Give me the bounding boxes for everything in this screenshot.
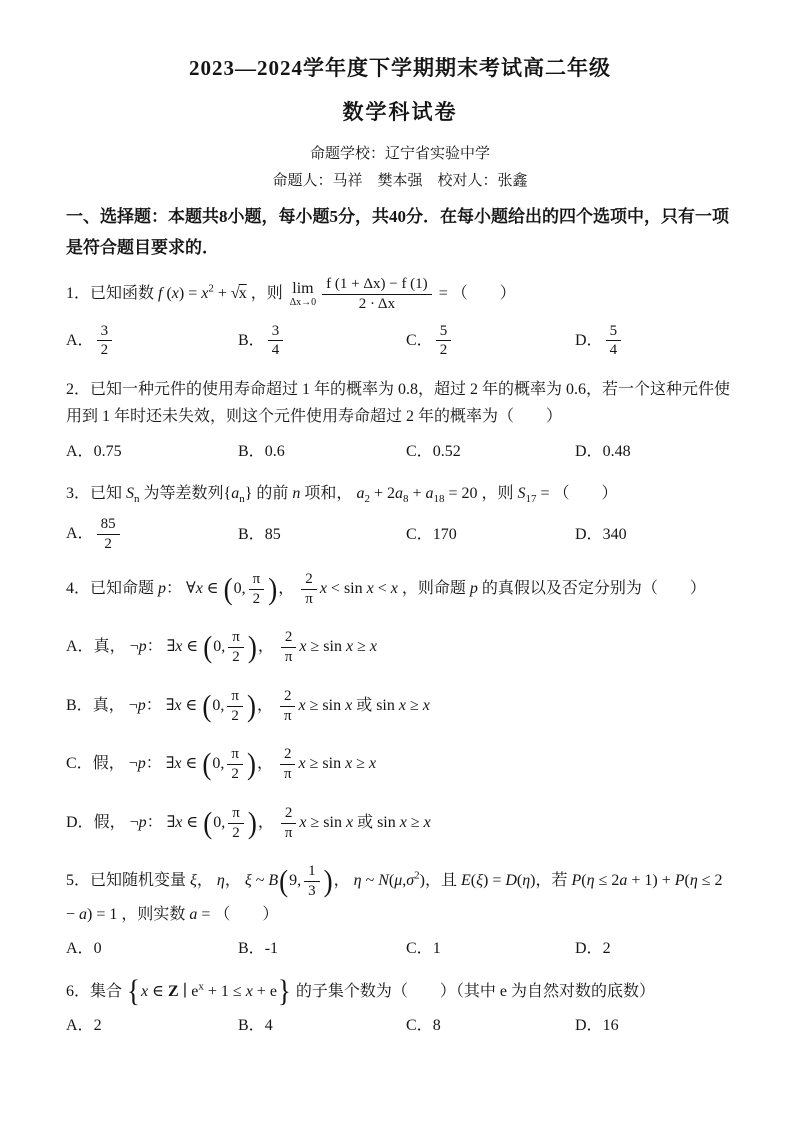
- question-6-option-D: [575, 1009, 734, 1043]
- question-2: [66, 376, 734, 468]
- option-label: A．: [66, 442, 94, 460]
- questions-list: [66, 275, 734, 1043]
- question-1-option-A: [66, 318, 238, 365]
- option-value: 2: [93, 1017, 102, 1035]
- option-label: D．: [66, 813, 94, 831]
- fraction: $\frac{1}{3}$: [304, 862, 320, 901]
- big-delimiter: ): [246, 688, 256, 723]
- question-1: [66, 275, 734, 364]
- question-2-option-A: [66, 435, 238, 469]
- option-label: A．: [66, 1017, 94, 1035]
- exam-setters-line: 命题人：马祥 樊本强 校对人：张鑫: [272, 172, 528, 189]
- question-3-stem: 3．已知 $S_n$ 为等差数列$\{a_n\}$ 的前 n 项和， $a_2 + 2a_8 + a_{18} = 20$ ，则 $S_{17}$ = （ ）: [66, 485, 618, 506]
- option-label: D．: [575, 1017, 603, 1035]
- question-2-option-C: [406, 435, 575, 469]
- option-value: 16: [602, 1017, 619, 1035]
- option-value: [94, 322, 116, 359]
- section-choice-intro: 一、选择题：本题共8小题，每小题5分，共40分．在每小题给出的四个选项中，只有一项是符合题目要求的．: [66, 207, 729, 257]
- fraction: $\frac{2}{\pi}$: [280, 687, 296, 726]
- big-delimiter: }: [277, 974, 291, 1009]
- big-delimiter: ): [247, 805, 257, 840]
- option-value: -1: [264, 940, 279, 958]
- question-1-stem: 1．已知函数 f $(x) = x^2 + √x$ ，则 lim Δx→0 $\frac{f (1 + \Delta x) - f (1)}{2 \cdot \Delta x}$ = （ ）: [66, 276, 516, 312]
- question-6-stem: 6．集合 {x ∈ Z ∣ $e^x + 1 \le x + e$} 的子集个数为（ ）（其中 e 为自然对数的底数）: [66, 974, 655, 1009]
- option-label: B．: [238, 1017, 265, 1035]
- fraction: $\frac{\pi}{2}$: [228, 804, 244, 843]
- option-value: 170: [432, 525, 457, 543]
- big-delimiter: ): [246, 747, 256, 781]
- question-2-options: [66, 435, 734, 469]
- fraction: $\frac{5}{4}$: [606, 322, 622, 361]
- option-label: A．: [66, 638, 94, 656]
- sqrt-radical: √x: [230, 285, 247, 303]
- question-5-option-A: [66, 932, 238, 966]
- option-value: 85: [264, 525, 281, 543]
- option-label: D．: [575, 442, 603, 460]
- fraction: $\frac{\pi}{2}$: [228, 628, 244, 667]
- option-label: C．: [406, 940, 433, 958]
- option-label: B．: [238, 940, 265, 958]
- question-6-option-C: [406, 1009, 575, 1043]
- option-value: 真， ¬p： ∃x ∈ (0, $\frac{\pi}{2}$ )， $\frac{2}{\pi}$ x ≥ sin x ≥ x: [93, 629, 377, 666]
- fraction: $\frac{2}{\pi}$: [280, 745, 296, 784]
- fraction: $\frac{2}{\pi}$: [281, 628, 297, 667]
- question-2-option-B: [238, 435, 406, 469]
- option-value: 340: [602, 525, 627, 543]
- question-3-option-B: [238, 518, 406, 552]
- big-delimiter: (: [202, 688, 212, 723]
- option-value: 0.75: [93, 442, 122, 460]
- option-value: [94, 516, 123, 553]
- question-5-option-B: [238, 932, 406, 966]
- option-value: [603, 322, 625, 359]
- question-3: [66, 480, 734, 558]
- big-delimiter: ): [247, 630, 257, 664]
- option-label: C．: [406, 1017, 433, 1035]
- question-4-option-A: [66, 628, 734, 667]
- option-value: 真， ¬p： ∃x ∈ (0, $\frac{\pi}{2}$ )， $\frac{2}{\pi}$ x ≥ sin x 或 sin x ≥ x: [92, 687, 430, 724]
- option-label: A．: [66, 525, 94, 543]
- exam-school-line: 命题学校：辽宁省实验中学: [309, 145, 490, 162]
- option-value: 2: [602, 940, 611, 958]
- big-delimiter: (: [202, 747, 212, 781]
- question-2-option-D: [575, 435, 734, 469]
- option-value: 1: [432, 940, 441, 958]
- option-label: D．: [575, 525, 603, 543]
- question-6: [66, 974, 734, 1043]
- big-delimiter: (: [203, 805, 213, 840]
- option-value: 0.52: [432, 442, 461, 460]
- option-label: C．: [406, 525, 433, 543]
- question-1-options: [66, 318, 734, 365]
- question-6-option-A: [66, 1009, 238, 1043]
- question-4-option-B: [66, 687, 734, 726]
- question-3-option-A: [66, 511, 238, 558]
- option-label: B．: [238, 442, 265, 460]
- question-1-option-B: [238, 318, 406, 365]
- question-4-option-C: [66, 745, 734, 784]
- fraction: $\frac{3}{2}$: [97, 322, 113, 361]
- fraction: $\frac{85}{2}$: [97, 515, 120, 554]
- question-1-option-D: [575, 318, 734, 365]
- big-delimiter: ): [323, 864, 333, 898]
- question-5-option-D: [575, 932, 734, 966]
- question-5-option-C: [406, 932, 575, 966]
- question-4: [66, 570, 734, 843]
- question-3-options: [66, 511, 734, 558]
- question-6-options: [66, 1009, 734, 1043]
- option-value: 假， ¬p： ∃x ∈ (0, $\frac{\pi}{2}$ )， $\frac{2}{\pi}$ x ≥ sin x 或 sin x ≥ x: [93, 804, 431, 841]
- fraction: $\frac{3}{4}$: [268, 322, 284, 361]
- limit-operator: lim Δx→0: [289, 279, 317, 308]
- question-5-options: [66, 932, 734, 966]
- question-5: [66, 862, 734, 965]
- fraction: $\frac{\pi}{2}$: [227, 745, 243, 784]
- option-label: C．: [66, 755, 93, 773]
- exam-header: [66, 52, 734, 190]
- question-2-stem: 2．已知一种元件的使用寿命超过 1 年的概率为 0.8，超过 2 年的概率为 0.6，若一个这种元件使用到 1 年时还未失效，则这个元件使用寿命超过 2 年的概率为（ ）: [66, 381, 731, 426]
- exam-title-line2: 数学科试卷: [342, 100, 458, 124]
- question-1-option-C: [406, 318, 575, 365]
- option-value: [433, 322, 455, 359]
- fraction: $\frac{5}{2}$: [436, 322, 452, 361]
- question-5-stem: 5．已知随机变量 ξ， η， ξ ~ B(9, $\frac{1}{3}$ )， η ~ $N(\mu,\sigma^2)$，且 E(ξ) = D(η)，若 P(η ≤ 2a + 1) + P(η ≤ 2 − a) = 1 ，则实数 a = （ ）: [66, 863, 723, 923]
- option-value: 0.48: [602, 442, 631, 460]
- big-delimiter: (: [279, 864, 289, 898]
- option-value: 0.6: [264, 442, 285, 460]
- question-3-option-D: [575, 518, 734, 552]
- question-4-option-D: [66, 804, 734, 843]
- option-label: D．: [575, 940, 603, 958]
- option-label: C．: [406, 442, 433, 460]
- big-delimiter: {: [127, 974, 140, 1009]
- option-label: B．: [238, 331, 265, 349]
- option-value: 假， ¬p： ∃x ∈ (0, $\frac{\pi}{2}$ )， $\frac{2}{\pi}$ x ≥ sin x ≥ x: [92, 746, 377, 783]
- option-value: 8: [432, 1017, 441, 1035]
- option-label: B．: [66, 696, 93, 714]
- question-4-options: [66, 628, 734, 842]
- question-6-option-B: [238, 1009, 406, 1043]
- option-value: 4: [264, 1017, 273, 1035]
- fraction: $\frac{\pi}{2}$: [227, 687, 243, 726]
- question-4-stem: 4．已知命题 p： ∀x ∈ (0, $\frac{\pi}{2}$ )， $\frac{2}{\pi}$ x < sin x < x ，则命题 p 的真假以及否定分别为（ ）: [66, 570, 706, 607]
- exam-title-line1: 2023—2024学年度下学期期末考试高二年级: [189, 56, 611, 80]
- option-value: 0: [93, 940, 102, 958]
- question-3-option-C: [406, 518, 575, 552]
- option-label: A．: [66, 940, 94, 958]
- option-label: C．: [406, 331, 433, 349]
- fraction: $\frac{2}{\pi}$: [301, 570, 317, 609]
- option-value: [265, 322, 287, 359]
- fraction: $\frac{\pi}{2}$: [249, 570, 265, 609]
- big-delimiter: (: [223, 571, 233, 606]
- option-label: B．: [238, 525, 265, 543]
- option-label: D．: [575, 331, 603, 349]
- fraction: $\frac{2}{\pi}$: [281, 804, 297, 843]
- fraction: $\frac{f (1 + \Delta x) - f (1)}{2 \cdot \Delta x}$: [322, 275, 432, 314]
- big-delimiter: ): [268, 571, 278, 606]
- big-delimiter: (: [203, 630, 213, 664]
- option-label: A．: [66, 331, 94, 349]
